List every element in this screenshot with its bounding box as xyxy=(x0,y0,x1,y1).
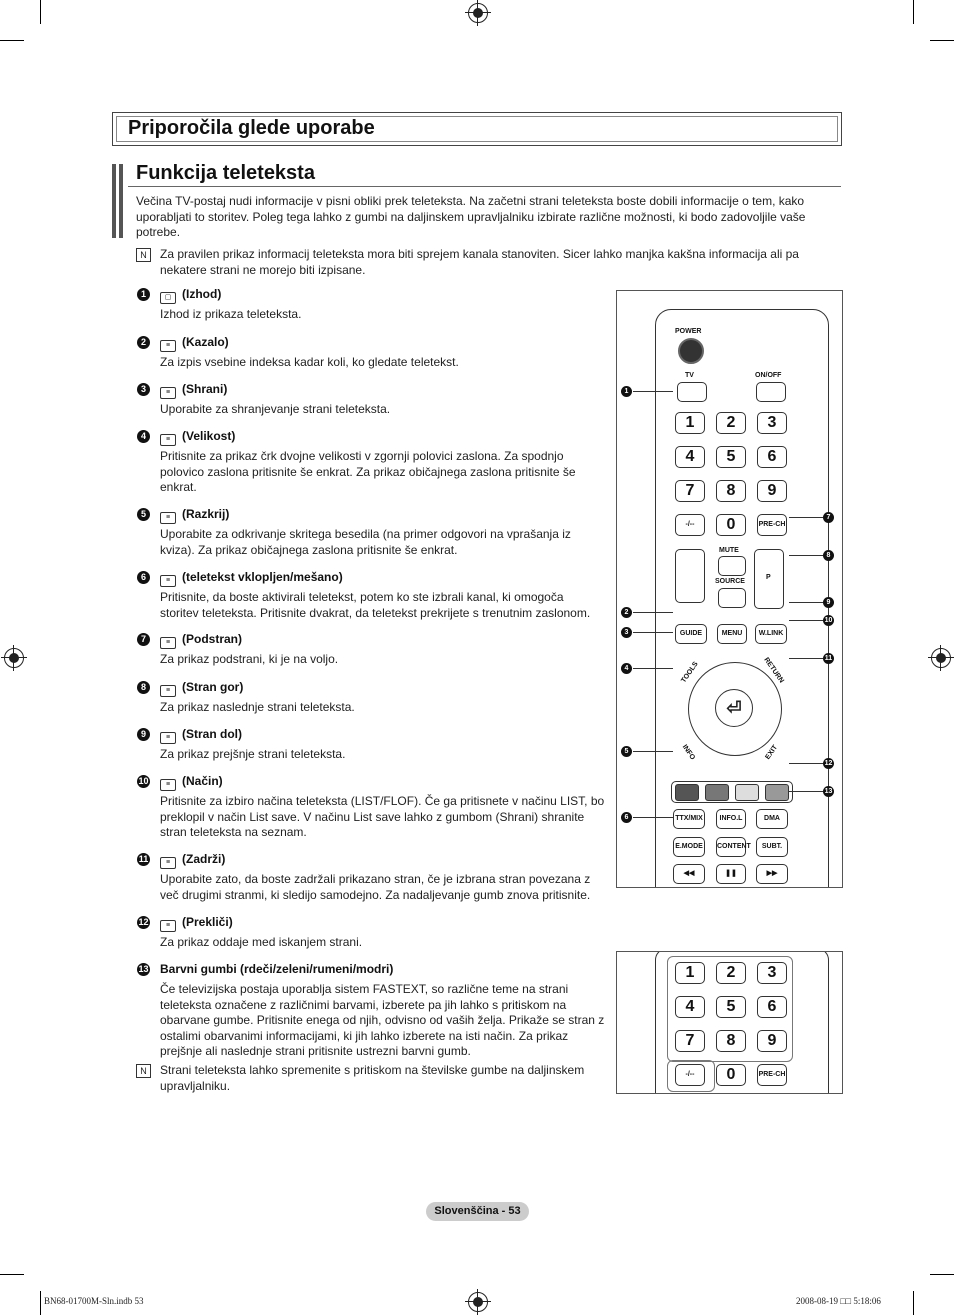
item-description: Pritisnite za izbiro načina teleteksta (LIST/FLOF). Če ga pritisnete v načinu LIST, bo preklopil v način List save. V načinu List save lahko z gumbom (Shrani) shranite stran teleteksta na seznam. xyxy=(160,794,605,839)
red-button[interactable] xyxy=(675,784,699,801)
callout-11: 11 xyxy=(824,655,833,662)
heading-rule xyxy=(128,186,841,187)
callout-line xyxy=(633,391,673,392)
teletext-icon: ▢ xyxy=(160,292,176,304)
item-title xyxy=(160,852,225,869)
key-7-button[interactable]: 7 xyxy=(675,480,705,502)
content-button[interactable]: CONTENT xyxy=(716,837,746,857)
info-label: INFO xyxy=(680,743,697,762)
crop-mark xyxy=(40,0,41,24)
item-number: 6 xyxy=(137,571,150,584)
item-number: 7 xyxy=(137,633,150,646)
callout-line xyxy=(789,602,823,603)
channel-label: P xyxy=(766,574,771,581)
callout-10: 10 xyxy=(824,617,833,624)
item-title xyxy=(160,335,229,352)
item-number: 4 xyxy=(137,430,150,443)
callout-line xyxy=(789,658,823,659)
key-1-button[interactable]: 1 xyxy=(675,962,705,984)
key-5-button[interactable]: 5 xyxy=(716,446,746,468)
item-title xyxy=(160,915,233,932)
registration-mark-icon xyxy=(468,1292,488,1312)
item-title xyxy=(160,570,343,587)
item-description: Uporabite za shranjevanje strani teleteksta. xyxy=(160,402,391,416)
exit-label: EXIT xyxy=(764,744,780,761)
item-number: 1 xyxy=(137,288,150,301)
intro-paragraph: Večina TV-postaj nudi informacije v pisni obliki prek teleteksta. Na začetni strani teleteksta boste dobili informacije o tem, kako uporabljati to storitev. Poleg tega lahko z gumbi na daljinskem upravljalniku izbirate različne možnosti, ki bodo zadovoljile vaše potrebe. xyxy=(136,194,806,239)
crop-mark xyxy=(40,1291,41,1315)
item-description: Uporabite za odkrivanje skritega besedila (na primer odgovori na vprašanja iz kviza). Za prikaz običajnega zaslona pritisnite še enkrat. xyxy=(160,527,571,557)
callout-6: 6 xyxy=(621,812,632,823)
item-number: 9 xyxy=(137,728,150,741)
item-title-text: (Način) xyxy=(182,774,223,788)
menu-button[interactable]: MENU xyxy=(717,624,747,644)
mute-button[interactable] xyxy=(718,556,746,576)
key-2-button[interactable]: 2 xyxy=(716,412,746,434)
item-title-text: (Kazalo) xyxy=(182,335,229,349)
green-button[interactable] xyxy=(705,784,729,801)
remote-illustration xyxy=(616,290,843,888)
footer-file: BN68-01700M-Sln.indb 53 xyxy=(44,1296,144,1306)
callout-line xyxy=(789,555,823,556)
key-3-button[interactable]: 3 xyxy=(757,962,787,984)
callout-3: 3 xyxy=(621,627,632,638)
item-title-text: (teletekst vklopljen/mešano) xyxy=(182,570,343,584)
registration-mark-icon xyxy=(468,3,488,23)
heading-bar xyxy=(119,164,123,238)
item-description: Za prikaz prejšnje strani teleteksta. xyxy=(160,747,346,761)
teletext-icon: ≡ xyxy=(160,387,176,399)
teletext-icon: ≡ xyxy=(160,779,176,791)
callout-4: 4 xyxy=(621,663,632,674)
item-title xyxy=(160,680,243,697)
item-title-text: (Velikost) xyxy=(182,429,236,443)
item-number: 10 xyxy=(138,776,149,786)
key-7-button[interactable]: 7 xyxy=(675,1030,705,1052)
callout-line xyxy=(789,791,823,792)
item-title xyxy=(160,962,393,976)
crop-mark xyxy=(913,1291,914,1315)
onoff-label: ON/OFF xyxy=(755,372,782,379)
callout-line xyxy=(789,620,823,621)
key-4-button[interactable]: 4 xyxy=(675,996,705,1018)
item-title xyxy=(160,507,229,524)
callout-7: 7 xyxy=(823,512,834,523)
callout-line xyxy=(633,817,673,818)
crop-mark xyxy=(930,40,954,41)
registration-mark-icon xyxy=(931,648,951,668)
item-title-text: (Shrani) xyxy=(182,382,228,396)
pause-button[interactable]: ❚❚ xyxy=(716,864,746,884)
item-title-text: (Podstran) xyxy=(182,632,242,646)
crop-mark xyxy=(930,1274,954,1275)
item-title-text: (Izhod) xyxy=(182,287,222,301)
return-label: RETURN xyxy=(762,656,785,685)
teletext-icon: ≡ xyxy=(160,434,176,446)
item-title xyxy=(160,287,221,304)
power-button[interactable] xyxy=(678,338,704,364)
key-0-button[interactable]: 0 xyxy=(716,1064,746,1086)
item-title-text: (Stran gor) xyxy=(182,680,244,694)
item-description: Pritisnite, da boste aktivirali teletekst, potem ko ste izbrali kanal, ki omogoča storitev teleteksta. Pritisnite dvakrat, da teletekst prekrijete s trenutnim zaslonom. xyxy=(160,590,591,620)
footer-date: 2008-08-19 □□ 5:18:06 xyxy=(796,1296,881,1306)
emode-button[interactable]: E.MODE xyxy=(673,837,705,857)
key-prech-button[interactable]: PRE-CH xyxy=(757,514,787,536)
page-number: Slovenščina - 53 xyxy=(426,1202,529,1221)
callout-8: 8 xyxy=(823,550,834,561)
crop-mark xyxy=(0,40,24,41)
key--button[interactable]: -/-- xyxy=(675,514,705,536)
key-0-button[interactable]: 0 xyxy=(716,514,746,536)
note-icon: N xyxy=(136,1064,151,1078)
key-1-button[interactable]: 1 xyxy=(675,412,705,434)
fast-forward-button[interactable]: ▶▶ xyxy=(756,864,788,884)
volume-rocker[interactable] xyxy=(675,549,705,603)
item-number: 12 xyxy=(138,917,149,927)
enter-button[interactable]: ⏎ xyxy=(715,689,753,727)
key-8-button[interactable]: 8 xyxy=(716,1030,746,1052)
wlink-button[interactable]: W.LINK xyxy=(755,624,787,644)
item-description: Če televizijska postaja uporablja sistem FASTEXT, so različne teme na strani teleteksta označene z različnimi barvami, izberete pa jih lahko s pritiskom na obarvane gumbe. Pritisnite enega od njih, odvisno od vaših želja. Prikaže se stran z ostalimi obarvanimi informacijami, ki jih lahko izberete na isti način. Za prikaz prejšnje ali naslednje strani pritisnite ustrezni barvni gumb. xyxy=(160,982,605,1058)
teletext-icon: ≡ xyxy=(160,512,176,524)
key-9-button[interactable]: 9 xyxy=(757,480,787,502)
item-number: 2 xyxy=(137,336,150,349)
key-prech-button[interactable]: PRE-CH xyxy=(757,1064,787,1086)
key-6-button[interactable]: 6 xyxy=(757,996,787,1018)
source-label: SOURCE xyxy=(715,578,745,585)
teletext-icon: ≡ xyxy=(160,685,176,697)
key--button[interactable]: -/-- xyxy=(675,1064,705,1086)
item-title xyxy=(160,727,242,744)
tv-label: TV xyxy=(685,372,694,379)
teletext-icon: ≡ xyxy=(160,340,176,352)
blue-button[interactable] xyxy=(765,784,789,801)
note-icon: N xyxy=(136,248,151,262)
key-5-button[interactable]: 5 xyxy=(716,996,746,1018)
note-text: Strani teleteksta lahko spremenite s pritiskom na številske gumbe na daljinskem upravljalniku. xyxy=(160,1063,585,1093)
callout-line xyxy=(633,751,673,752)
teletext-icon: ≡ xyxy=(160,575,176,587)
item-number: 3 xyxy=(137,383,150,396)
callout-line xyxy=(789,517,823,518)
info-l-button[interactable]: INFO.L xyxy=(716,809,746,829)
item-title-text: Barvni gumbi (rdeči/zeleni/rumeni/modri) xyxy=(160,962,394,976)
subt-button[interactable]: SUBT. xyxy=(756,837,788,857)
keypad-illustration xyxy=(616,951,843,1094)
guide-button[interactable]: GUIDE xyxy=(675,624,707,644)
callout-12: 12 xyxy=(824,760,833,767)
tools-label: TOOLS xyxy=(680,660,700,685)
item-description: Uporabite zato, da boste zadržali prikazano stran, če je izbrana stran povezana z več drugimi stranmi, ki sledijo samodejno. Za nadaljevanje gumb znova pritisnite. xyxy=(160,872,591,902)
key-2-button[interactable]: 2 xyxy=(716,962,746,984)
power-label: POWER xyxy=(675,328,702,335)
item-number: 11 xyxy=(138,854,149,864)
item-title-text: (Zadrži) xyxy=(182,852,226,866)
callout-line xyxy=(789,763,823,764)
note-text: Za pravilen prikaz informacij teleteksta mora biti sprejem kanala stanoviten. Sicer lahko manjka kakšna informacija ali pa nekatere strani ne morejo biti izpisane. xyxy=(160,247,799,277)
mute-label: MUTE xyxy=(719,547,739,554)
teletext-icon: ≡ xyxy=(160,857,176,869)
item-title xyxy=(160,382,227,399)
key-8-button[interactable]: 8 xyxy=(716,480,746,502)
key-6-button[interactable]: 6 xyxy=(757,446,787,468)
ttx-mix-button[interactable]: TTX/MIX xyxy=(673,809,705,829)
item-description: Izhod iz prikaza teleteksta. xyxy=(160,307,302,321)
yellow-button[interactable] xyxy=(735,784,759,801)
callout-9: 9 xyxy=(823,597,834,608)
registration-mark-icon xyxy=(4,648,24,668)
rewind-button[interactable]: ◀◀ xyxy=(673,864,705,884)
item-title-text: (Razkrij) xyxy=(182,507,230,521)
item-number: 13 xyxy=(138,964,149,974)
item-title-text: (Stran dol) xyxy=(182,727,242,741)
source-button[interactable] xyxy=(718,588,746,608)
callout-13: 13 xyxy=(824,788,833,795)
dma-button[interactable]: DMA xyxy=(756,809,788,829)
key-3-button[interactable]: 3 xyxy=(757,412,787,434)
item-description: Za prikaz naslednje strani teleteksta. xyxy=(160,700,355,714)
teletext-icon: ≡ xyxy=(160,637,176,649)
item-description: Za izpis vsebine indeksa kadar koli, ko gledate teletekst. xyxy=(160,355,459,369)
callout-line xyxy=(633,612,673,613)
callout-2: 2 xyxy=(621,607,632,618)
item-number: 5 xyxy=(137,508,150,521)
callout-line xyxy=(633,632,673,633)
teletext-icon: ≡ xyxy=(160,920,176,932)
item-description: Za prikaz podstrani, ki je na voljo. xyxy=(160,652,339,666)
teletext-icon: ≡ xyxy=(160,732,176,744)
section-title: Priporočila glede uporabe xyxy=(128,117,375,139)
tv-button[interactable] xyxy=(677,382,707,402)
item-title xyxy=(160,774,223,791)
item-title xyxy=(160,429,235,446)
heading-bar xyxy=(112,164,116,238)
item-description: Pritisnite za prikaz črk dvojne velikosti v zgornji polovici zaslona. Za spodnjo polovico zaslona pritisnite še enkrat. Za prikaz običajnega zaslona pritisnite še enkrat. xyxy=(160,449,576,494)
item-title-text: (Prekliči) xyxy=(182,915,233,929)
key-4-button[interactable]: 4 xyxy=(675,446,705,468)
callout-5: 5 xyxy=(621,746,632,757)
crop-mark xyxy=(913,0,914,24)
page-heading: Funkcija teleteksta xyxy=(136,162,315,184)
crop-mark xyxy=(0,1274,24,1275)
item-number: 8 xyxy=(137,681,150,694)
callout-line xyxy=(633,668,673,669)
onoff-button[interactable] xyxy=(756,382,786,402)
callout-1: 1 xyxy=(621,386,632,397)
key-9-button[interactable]: 9 xyxy=(757,1030,787,1052)
item-description: Za prikaz oddaje med iskanjem strani. xyxy=(160,935,363,949)
item-title xyxy=(160,632,242,649)
